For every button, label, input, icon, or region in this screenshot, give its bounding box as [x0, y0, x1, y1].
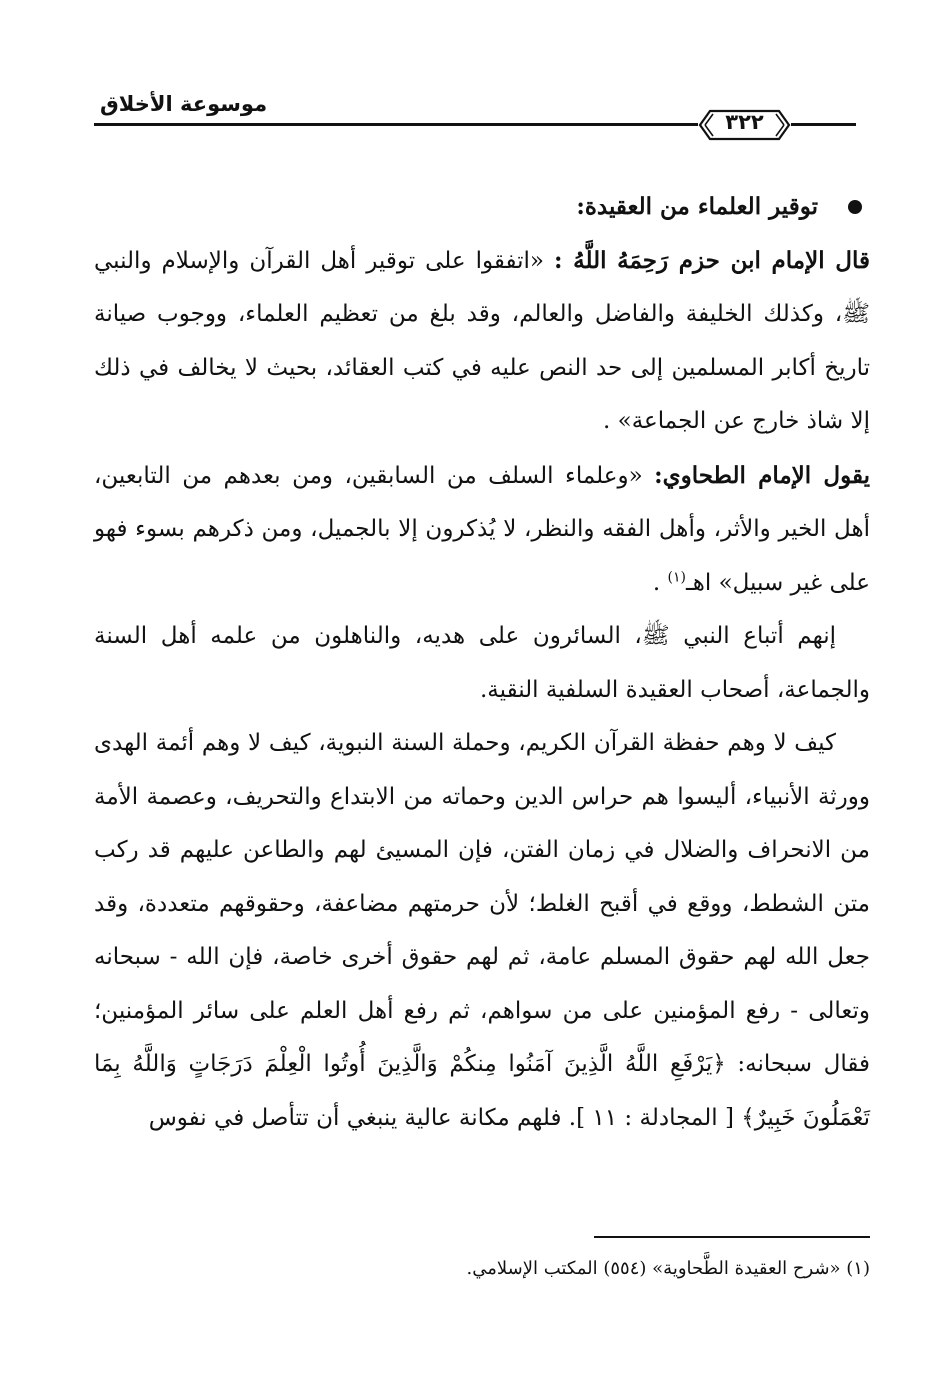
paragraph-text: إنهم أتباع النبي ﷺ، السائرون على هديه، والناهلون من علمه أهل السنة والجماعة، أصحاب العقيدة السلفية النقية.: [94, 623, 870, 703]
paragraph-text: كيف لا وهم حفظة القرآن الكريم، وحملة السنة النبوية، كيف لا وهم أئمة الهدى وورثة الأنبياء، أليسوا هم حراس الدين وحماته من الابتداع والتحريف، وعصمة الأمة من الانحراف والضلال في زمان الفتن، فإن المسيئ لهم والطاعن عليهم قد ركب متن الشطط، ووقع في أقبح الغلط؛ لأن حرمتهم مضاعفة، وحقوقهم متعددة، وقد جعل الله لهم حقوق المسلم عامة، ثم لهم حقوق أخرى خاصة، فإن الله - سبحانه وتعالى - رفع المؤمنين على من سواهم، ثم رفع أهل العلم على سائر المؤمنين؛ فقال سبحانه:: [94, 730, 870, 1077]
main-text: [94, 180, 870, 1145]
verse-reference: [ المجادلة : ١١ ].: [568, 1104, 742, 1131]
footnote-marker: (١): [667, 568, 686, 585]
page-number-ornament: [698, 106, 791, 144]
paragraph-ibn-hazm: [94, 234, 870, 449]
paragraph-scholars: [94, 717, 870, 1145]
footnote: (١) «شرح العقيدة الطَّحاوية» (٥٥٤) المكتب الإسلامي.: [466, 1258, 870, 1279]
header-rule: [94, 123, 698, 126]
section-heading: [94, 180, 870, 234]
paragraph-followers: [94, 610, 870, 717]
paragraph-lead: يقول الإمام الطحاوي:: [654, 461, 870, 489]
page-number: ٣٢٢: [725, 110, 764, 134]
footnote-rule: [594, 1236, 870, 1238]
running-head-title: موسوعة الأخلاق: [100, 92, 268, 116]
paragraph-tahawi: [94, 449, 870, 611]
paragraph-text: «اتفقوا على توقير أهل القرآن والإسلام والنبي ﷺ، وكذلك الخليفة والفاضل والعالم، وقد بلغ من تعظيم العلماء، ووجوب صيانة تاريخ أكابر المسلمين إلى حد النص عليه في كتب العقائد، بحيث لا يخالف في ذلك إلا شاذ خارج عن الجماعة» .: [94, 247, 870, 434]
paragraph-end: .: [652, 569, 668, 596]
paragraph-lead: قال الإمام ابن حزم رَحِمَهُ اللَّهُ :: [553, 246, 870, 274]
paragraph-text: «وعلماء السلف من السابقين، ومن بعدهم من التابعين، أهل الخير والأثر، وأهل الفقه والنظر، لا يُذكرون إلا بالجميل، ومن ذكرهم بسوء فهو على غير سبيل» اهـ: [94, 462, 870, 596]
bullet-icon: [848, 200, 862, 214]
header-rule-right: [791, 123, 856, 126]
quran-verse: ﴿يَرْفَعِ اللَّهُ الَّذِينَ آمَنُوا مِنكُمْ وَالَّذِينَ أُوتُوا الْعِلْمَ دَرَجَاتٍ وَاللَّهُ بِمَا تَعْمَلُونَ خَبِيرٌ﴾: [94, 1051, 870, 1131]
section-heading-text: توقير العلماء من العقيدة:: [576, 193, 818, 220]
paragraph-tail: فلهم مكانة عالية ينبغي أن تتأصل في نفوس: [148, 1104, 569, 1131]
